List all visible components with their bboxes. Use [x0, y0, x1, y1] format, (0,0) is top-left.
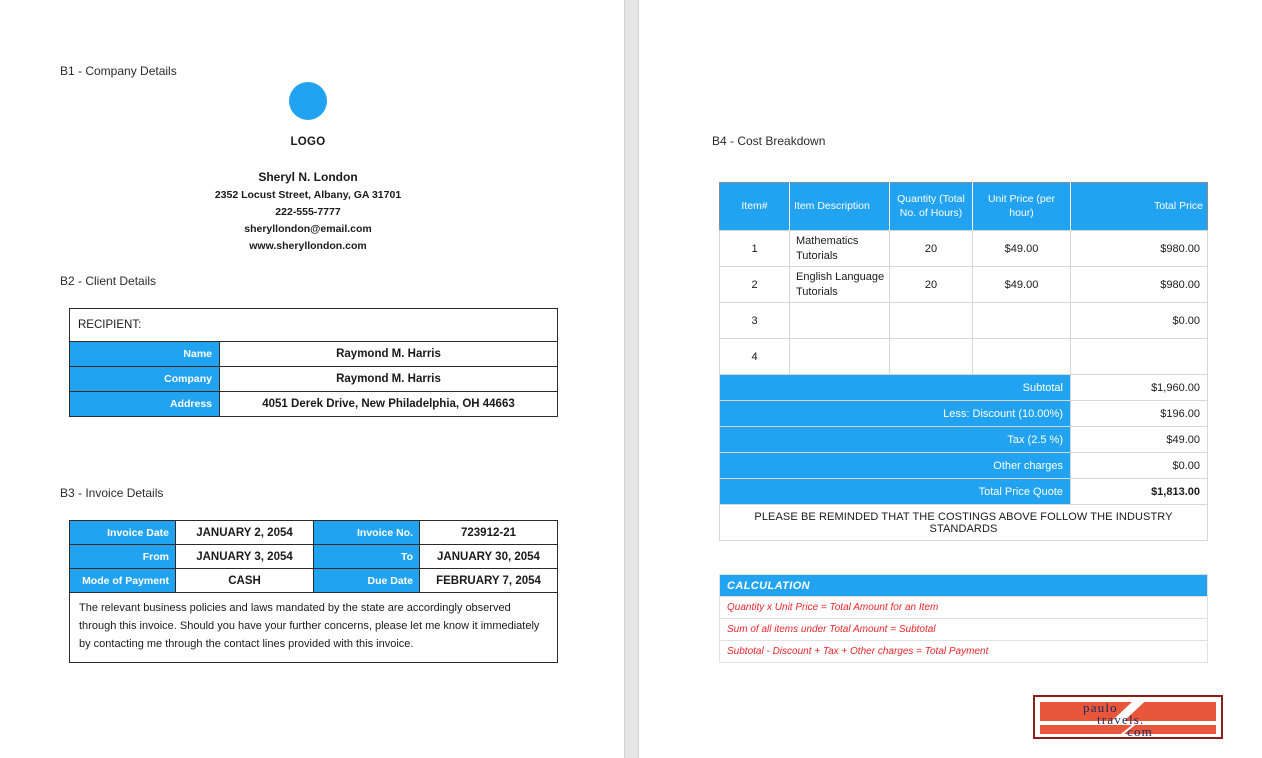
table-row [720, 401, 1208, 427]
invoice-label-due-date: Due Date [314, 569, 420, 593]
summary-label-discount: Less: Discount (10.00%) [720, 401, 1071, 427]
summary-value-discount: $196.00 [1071, 401, 1208, 427]
invoice-value-invoice-date: JANUARY 2, 2054 [176, 521, 314, 545]
client-value-address: 4051 Derek Drive, New Philadelphia, OH 44663 [220, 392, 558, 417]
summary-label-subtotal: Subtotal [720, 375, 1071, 401]
invoice-details-table [69, 520, 558, 663]
cost-cell-item: 4 [720, 339, 790, 375]
table-row [70, 593, 558, 663]
summary-label-other-charges: Other charges [720, 453, 1071, 479]
cost-header-quantity: Quantity (Total No. of Hours) [890, 183, 973, 231]
logo-circle-icon [289, 82, 327, 120]
company-website: www.sheryllondon.com [249, 240, 367, 252]
section-label-b3: B3 - Invoice Details [60, 486, 164, 500]
table-row [720, 505, 1208, 541]
logo-text [1035, 697, 1223, 739]
company-address: 2352 Locust Street, Albany, GA 31701 [214, 189, 402, 201]
invoice-label-from: From [70, 545, 176, 569]
table-row [70, 569, 558, 593]
table-header-row [720, 575, 1208, 597]
table-row [720, 619, 1208, 641]
calculation-line-3: Subtotal - Discount + Tax + Other charges = Total Payment [720, 641, 1208, 663]
cost-cell-description [790, 303, 890, 339]
calculation-title: CALCULATION [720, 575, 1208, 597]
table-row [720, 479, 1208, 505]
summary-value-subtotal: $1,960.00 [1071, 375, 1208, 401]
section-label-b1: B1 - Company Details [60, 64, 177, 78]
cost-cell-description: English Language Tutorials [790, 267, 890, 303]
cost-cell-total: $980.00 [1071, 267, 1208, 303]
cost-cell-item: 2 [720, 267, 790, 303]
cost-cell-quantity [890, 303, 973, 339]
client-value-company: Raymond M. Harris [220, 367, 558, 392]
cost-cell-unit-price: $49.00 [973, 267, 1071, 303]
recipient-title: RECIPIENT: [70, 309, 558, 342]
table-row [720, 231, 1208, 267]
calculation-line-2: Sum of all items under Total Amount = Subtotal [720, 619, 1208, 641]
calculation-line-1: Quantity x Unit Price = Total Amount for an Item [720, 597, 1208, 619]
section-label-b4: B4 - Cost Breakdown [712, 134, 826, 148]
table-row [720, 453, 1208, 479]
company-name: Sheryl N. London [258, 170, 358, 184]
cost-header-description: Item Description [790, 183, 890, 231]
summary-label-tax: Tax (2.5 %) [720, 427, 1071, 453]
client-label-address: Address [70, 392, 220, 417]
invoice-label-invoice-no: Invoice No. [314, 521, 420, 545]
logo-text-line-1: paulo [1083, 700, 1118, 715]
logo-text-line-3: com [1127, 724, 1153, 739]
company-details-block [155, 82, 461, 252]
invoice-value-mode-of-payment: CASH [176, 569, 314, 593]
table-row [70, 367, 558, 392]
cost-header-item: Item# [720, 183, 790, 231]
company-phone: 222-555-7777 [275, 206, 341, 218]
invoice-label-mode-of-payment: Mode of Payment [70, 569, 176, 593]
logo-text-line-2: travels. [1097, 712, 1145, 727]
cost-header-unit-price: Unit Price (per hour) [973, 183, 1071, 231]
cost-cell-description: Mathematics Tutorials [790, 231, 890, 267]
cost-cell-unit-price [973, 303, 1071, 339]
invoice-label-invoice-date: Invoice Date [70, 521, 176, 545]
table-row [720, 303, 1208, 339]
invoice-note: The relevant business policies and laws mandated by the state are accordingly observed through this invoice. Should you have your further concerns, please let me know it immediately by contacting me through the contact lines provided with this invoice. [70, 593, 558, 663]
table-header-row [720, 183, 1208, 231]
cost-cell-unit-price [973, 339, 1071, 375]
client-label-name: Name [70, 342, 220, 367]
invoice-label-to: To [314, 545, 420, 569]
cost-cell-unit-price: $49.00 [973, 231, 1071, 267]
cost-breakdown-table [719, 182, 1208, 541]
cost-cell-quantity: 20 [890, 267, 973, 303]
calculation-legend-table [719, 574, 1208, 663]
table-row [70, 392, 558, 417]
summary-label-total-price-quote: Total Price Quote [720, 479, 1071, 505]
invoice-value-invoice-no: 723912-21 [420, 521, 558, 545]
company-email: sheryllondon@email.com [244, 223, 372, 235]
cost-cell-total: $0.00 [1071, 303, 1208, 339]
table-row [720, 427, 1208, 453]
cost-header-total-price: Total Price [1071, 183, 1208, 231]
table-row [720, 597, 1208, 619]
cost-cell-quantity [890, 339, 973, 375]
table-row [70, 342, 558, 367]
client-details-table [69, 308, 558, 417]
logo-caption: LOGO [290, 136, 326, 148]
table-row [720, 339, 1208, 375]
summary-value-tax: $49.00 [1071, 427, 1208, 453]
table-row [70, 545, 558, 569]
table-row [720, 375, 1208, 401]
cost-cell-quantity: 20 [890, 231, 973, 267]
page-gutter [624, 0, 639, 758]
section-label-b2: B2 - Client Details [60, 274, 157, 288]
summary-value-other-charges: $0.00 [1071, 453, 1208, 479]
summary-value-total-price-quote: $1,813.00 [1071, 479, 1208, 505]
cost-cell-description [790, 339, 890, 375]
client-label-company: Company [70, 367, 220, 392]
cost-cell-total: $980.00 [1071, 231, 1208, 267]
table-row [70, 521, 558, 545]
client-value-name: Raymond M. Harris [220, 342, 558, 367]
invoice-value-due-date: FEBRUARY 7, 2054 [420, 569, 558, 593]
cost-cell-item: 1 [720, 231, 790, 267]
cost-breakdown-note: PLEASE BE REMINDED THAT THE COSTINGS ABOVE FOLLOW THE INDUSTRY STANDARDS [720, 505, 1208, 541]
table-row [720, 267, 1208, 303]
paulo-travels-logo [1033, 695, 1223, 739]
table-row [70, 309, 558, 342]
table-row [720, 641, 1208, 663]
cost-cell-item: 3 [720, 303, 790, 339]
cost-cell-total [1071, 339, 1208, 375]
invoice-value-to: JANUARY 30, 2054 [420, 545, 558, 569]
invoice-value-from: JANUARY 3, 2054 [176, 545, 314, 569]
